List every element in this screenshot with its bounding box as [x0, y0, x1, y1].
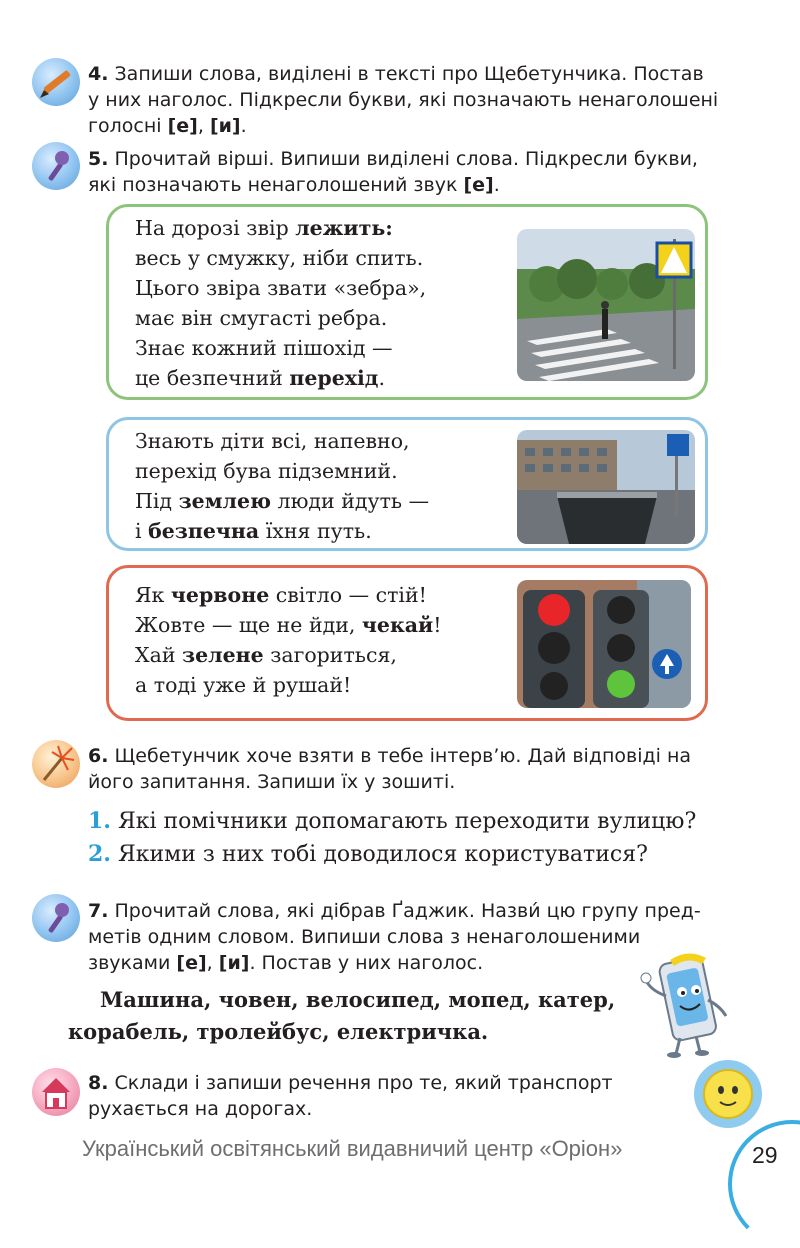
- poem-underpass: [135, 426, 429, 546]
- task-text: . Постав у них наголос.: [249, 952, 484, 974]
- traffic-light-photo: [517, 580, 691, 708]
- poem-line: має він смугасті ребра.: [135, 306, 388, 330]
- poem-line: Жовте — ще не йди,: [135, 613, 362, 637]
- sound-i: [и]: [209, 115, 241, 137]
- highlighted-word: землею: [178, 489, 272, 513]
- poem-underpass-box: [106, 417, 708, 551]
- poem-line: перехід бува підземний.: [135, 459, 398, 483]
- task-number: 7.: [88, 900, 109, 922]
- task-text: рухається на дорогах.: [88, 1098, 313, 1120]
- poem-line: Як: [135, 583, 171, 607]
- pen-icon: [32, 58, 80, 106]
- task-text: у них наголос. Підкресли букви, які позначають ненаголошені: [88, 89, 719, 111]
- highlighted-word: безпечна: [148, 519, 260, 543]
- poem-line: а тоді уже й рушай!: [135, 673, 352, 697]
- poem-line: люди йдуть —: [271, 489, 430, 513]
- house-icon: [32, 1068, 80, 1116]
- question-text: Якими з них тобі доводилося користуватися?: [110, 842, 648, 867]
- task-text: Склади і запиши речення про те, який транспорт: [114, 1072, 613, 1094]
- dot: .: [493, 174, 500, 196]
- task-4: [88, 61, 738, 139]
- task-text: Прочитай вірші. Випиши виділені слова. Підкресли букви,: [114, 148, 698, 170]
- poem-line: Цього звіра звати «зебра»,: [135, 276, 427, 300]
- comma: ,: [197, 115, 204, 137]
- task-5: [88, 146, 738, 198]
- sound-e: [е]: [176, 952, 207, 974]
- task-text: Прочитай слова, які дібрав Ґаджик. Назви́ цю групу пред-: [114, 900, 701, 922]
- page-corner-arc: [728, 1120, 800, 1248]
- microphone-icon: [32, 142, 80, 190]
- poem-line: і: [135, 519, 149, 543]
- poem-zebra-box: [106, 204, 708, 400]
- poem-line: це безпечний: [135, 366, 290, 390]
- question-text: Які помічники допомагають переходити вулицю?: [110, 809, 697, 834]
- task-text: його запитання. Запиши їх у зошиті.: [88, 771, 456, 793]
- task-text: голосні: [88, 115, 162, 137]
- poem-traffic-light-box: [106, 565, 708, 721]
- gadget-phone-character: [636, 950, 734, 1058]
- sparkler-icon: [32, 740, 80, 788]
- dot: .: [240, 115, 247, 137]
- task-number: 8.: [88, 1072, 109, 1094]
- question-number: 2.: [88, 841, 111, 867]
- poem-line: весь у смужку, ніби спить.: [135, 246, 424, 270]
- page-number: 29: [752, 1142, 778, 1168]
- word-list-line-1: Машина, човен, велосипед, мопед, катер,: [100, 987, 616, 1012]
- poem-line: На дорозі звір: [135, 216, 296, 240]
- word-list-line-2: корабель, тролейбус, електричка.: [68, 1019, 489, 1044]
- question-2: [88, 838, 648, 871]
- highlighted-word: лежить:: [295, 216, 393, 240]
- sound-e: [е]: [167, 115, 198, 137]
- highlighted-word: перехід: [289, 366, 379, 390]
- poem-line: Знають діти всі, напевно,: [135, 429, 410, 453]
- poem-line: Хай: [135, 643, 182, 667]
- question-number: 1.: [88, 808, 111, 834]
- task-text: Запиши слова, виділені в тексті про Щебетунчика. Постав: [114, 63, 704, 85]
- task-8: [88, 1070, 688, 1122]
- task-number: 4.: [88, 63, 109, 85]
- poem-line: загориться,: [263, 643, 397, 667]
- comma: ,: [206, 952, 213, 974]
- task-6: [88, 743, 738, 795]
- sound-e: [е]: [463, 174, 494, 196]
- poem-traffic-light: [135, 580, 442, 700]
- poem-line: .: [378, 366, 385, 390]
- highlighted-word: червоне: [170, 583, 270, 607]
- highlighted-word: чекай: [361, 613, 434, 637]
- question-1: [88, 805, 696, 838]
- highlighted-word: зелене: [182, 643, 264, 667]
- task-text: метів одним словом. Випиши слова з ненаголошеними: [88, 926, 641, 948]
- sound-i: [и]: [218, 952, 250, 974]
- underpass-photo: [517, 430, 695, 544]
- zebra-crossing-photo: [517, 229, 695, 381]
- smiley-icon: [694, 1060, 762, 1128]
- task-number: 5.: [88, 148, 109, 170]
- task-number: 6.: [88, 745, 109, 767]
- publisher-footer: Український освітянський видавничий центр «Оріон»: [82, 1136, 623, 1161]
- poem-line: їхня путь.: [259, 519, 372, 543]
- task-text: Щебетунчик хоче взяти в тебе інтерв’ю. Дай відповіді на: [114, 745, 692, 767]
- poem-line: світло — стій!: [269, 583, 427, 607]
- poem-line: !: [433, 613, 442, 637]
- microphone-icon: [32, 894, 80, 942]
- task-text: звуками: [88, 952, 171, 974]
- poem-zebra: [135, 213, 426, 393]
- poem-line: Знає кожний пішохід —: [135, 336, 393, 360]
- poem-line: Під: [135, 489, 179, 513]
- task-text: які позначають ненаголошений звук: [88, 174, 458, 196]
